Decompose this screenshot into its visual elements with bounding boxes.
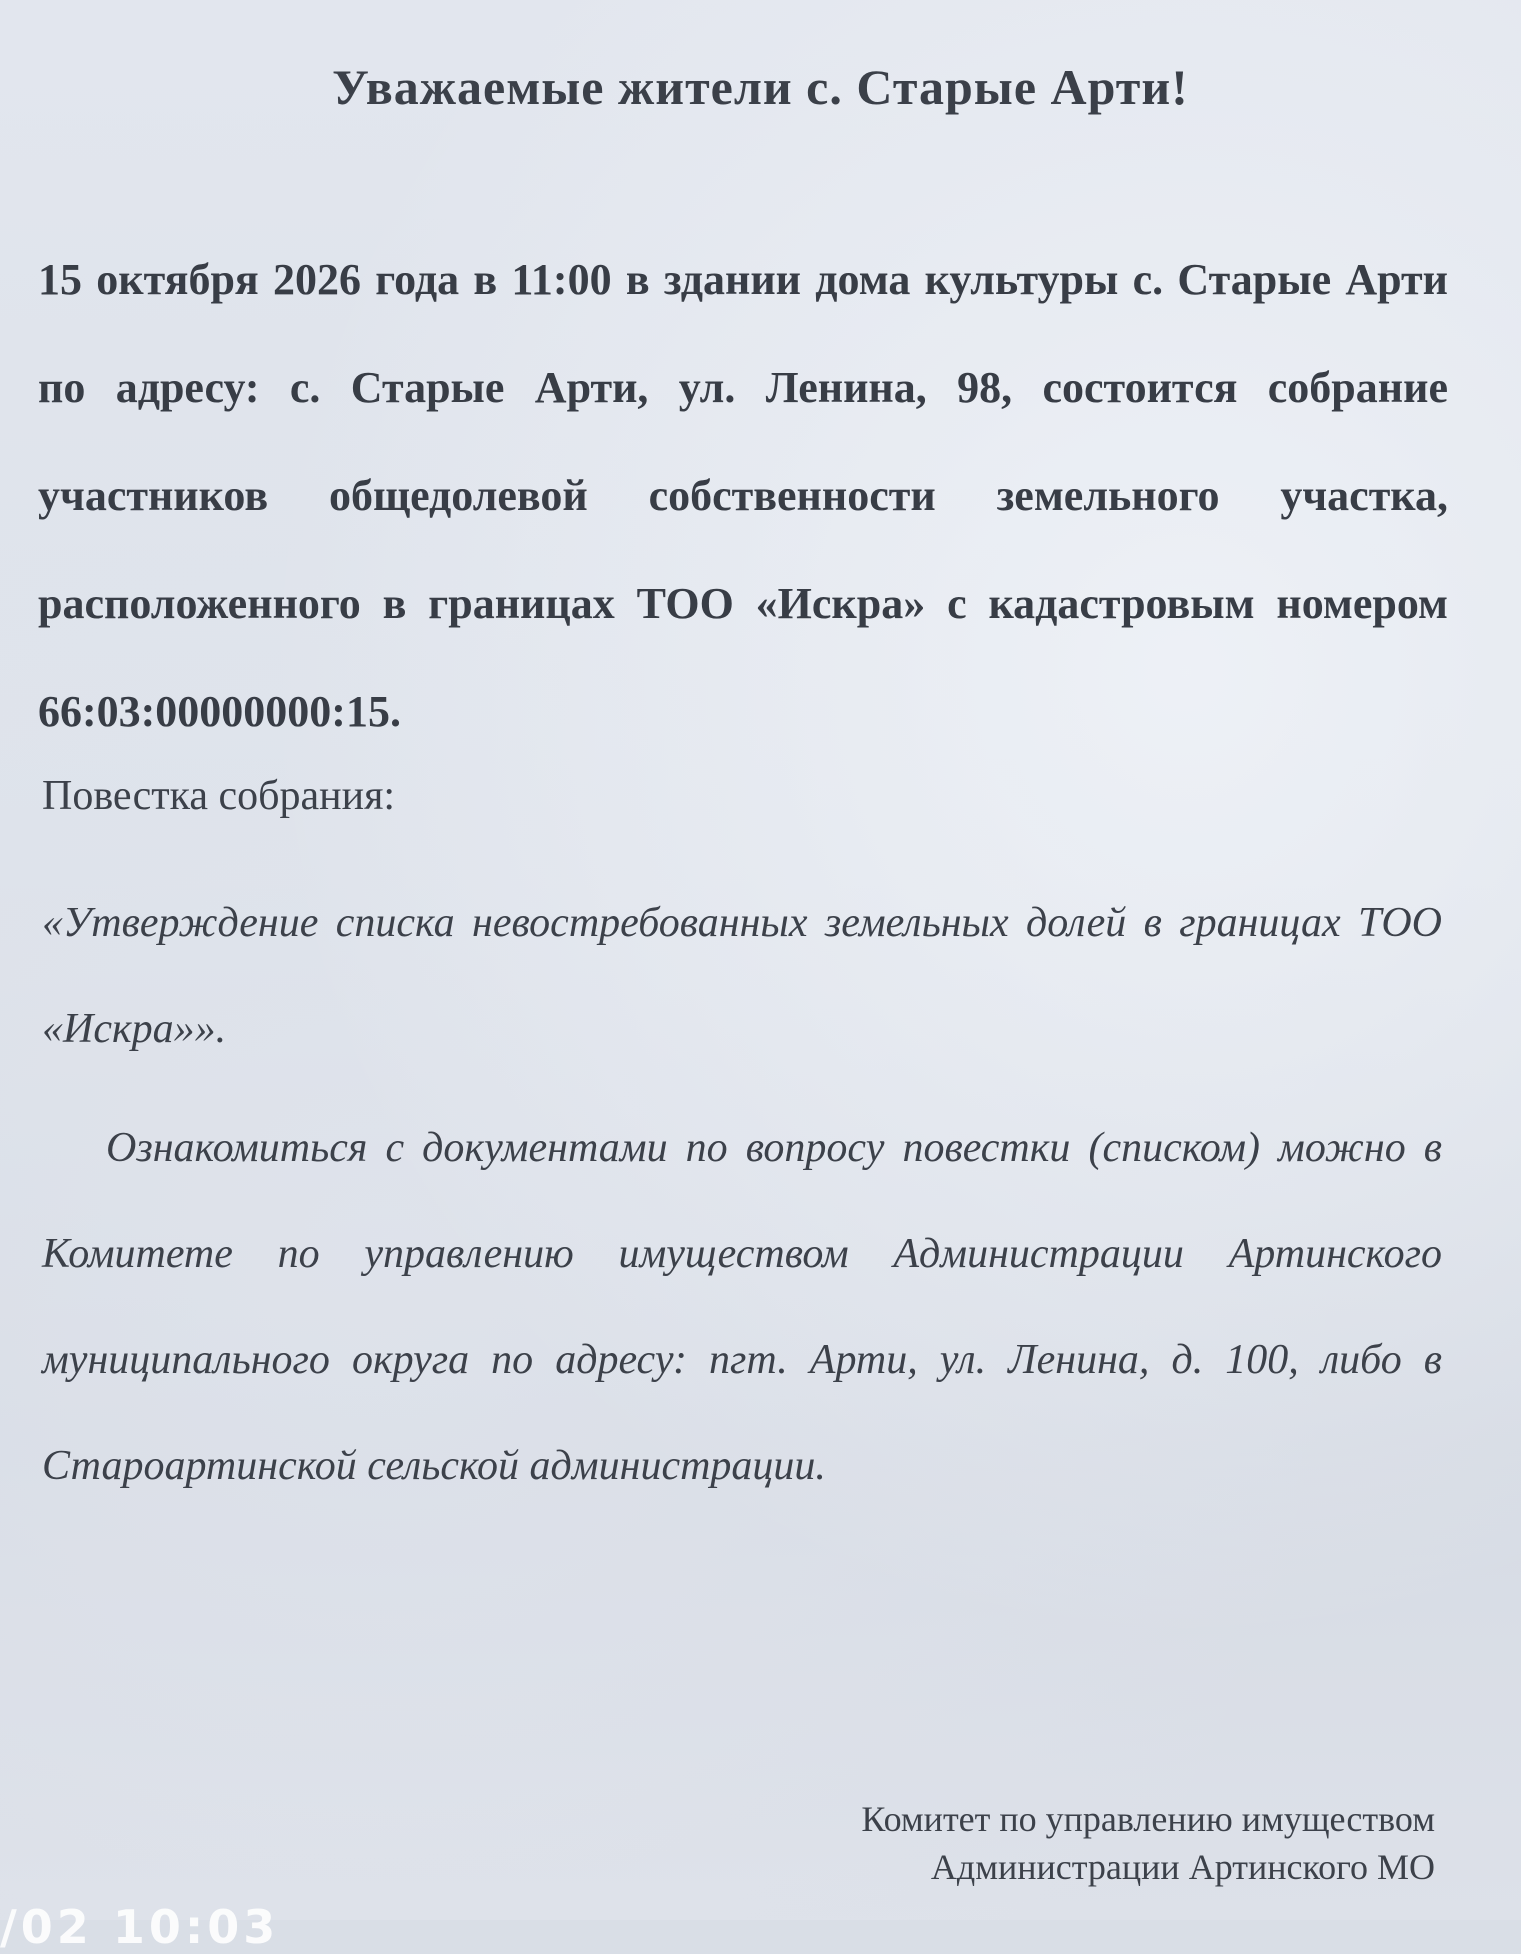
signature-block — [861, 1795, 1435, 1891]
photo-timestamp-overlay — [0, 1900, 300, 1954]
signature-line-2: Администрации Артинского МО — [930, 1847, 1435, 1887]
agenda-text: «Утверждение списка невостребованных земельных долей в границах ТОО «Искра»». — [42, 900, 1442, 1052]
notice-heading: Уважаемые жители с. Старые Арти! — [332, 59, 1189, 115]
meeting-announcement: 15 октября 2026 года в 11:00 в здании дома культуры с. Старые Арти по адресу: с. Старые Арти, ул. Ленина, 98, состоится собрание участников общедолевой собственности земельного участка, расположенного в границах ТОО «Искра» с кадастровым номером 66:03:00000000:15. — [38, 255, 1448, 736]
documents-info: Ознакомиться с документами по вопросу повестки (списком) можно в Комитете по управлению имуществом Администрации Артинского муниципального округа по адресу: пгт. Арти, ул. Ленина, д. 100, либо в Староартинской сельской администрации. — [42, 1125, 1442, 1489]
photo-timestamp-text: /02 10:03 — [0, 1900, 280, 1954]
agenda-label: Повестка собрания: — [42, 773, 396, 819]
signature-line-1: Комитет по управлению имуществом — [861, 1799, 1435, 1839]
